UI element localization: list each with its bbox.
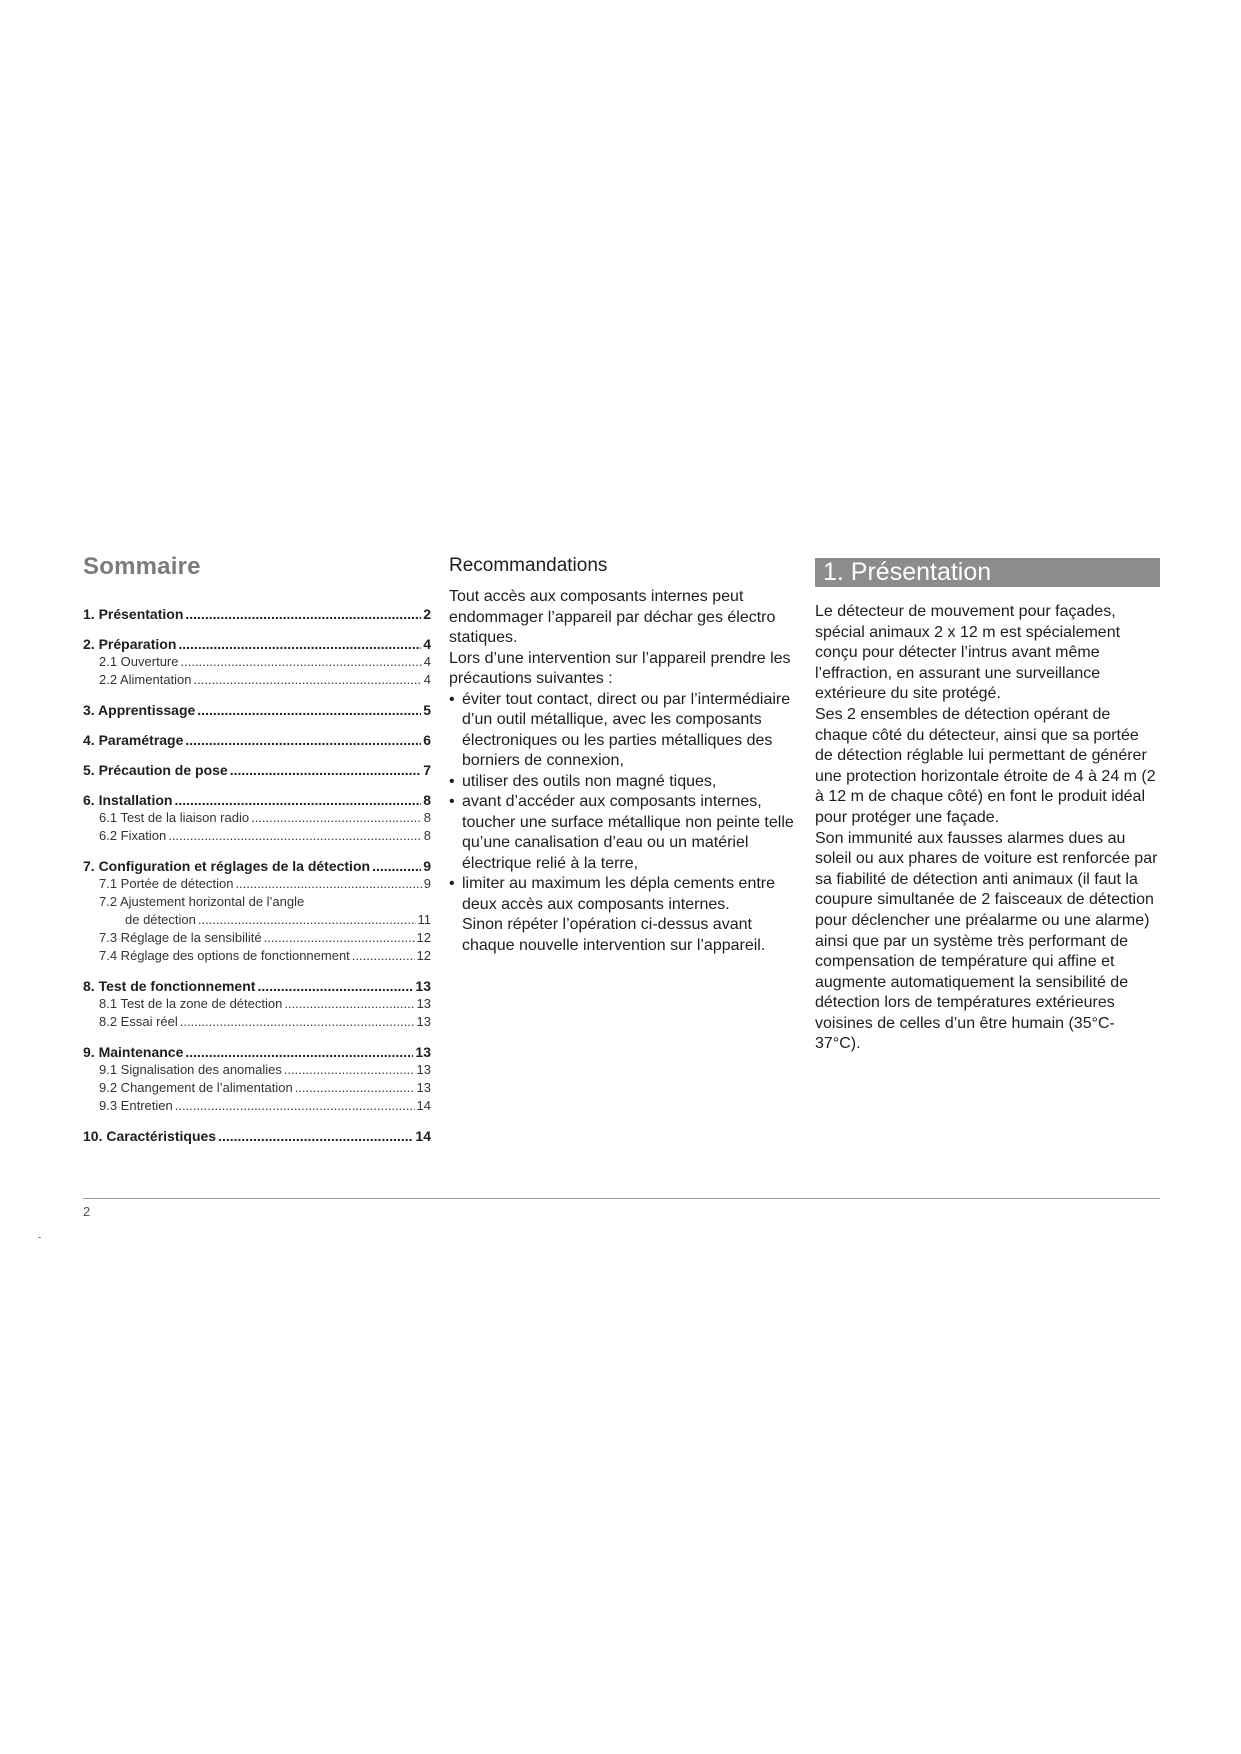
toc-subentry (83, 1097, 431, 1115)
toc-entry-label: 3. Apprentissage (83, 702, 196, 718)
presentation-section (815, 558, 1160, 1055)
toc-leader-dots (372, 857, 421, 875)
toc-leader-dots (185, 1043, 413, 1061)
toc-leader-dots (352, 947, 415, 965)
toc-entry-page: 8 (423, 828, 431, 843)
presentation-paragraph-1: Le détecteur de mouvement pour façades, spécial animaux 2 x 12 m est spécialement conçu pour détecter l’intrus avant même l’effraction, en assurant une surveillance extérieure du site protégé. (815, 603, 1121, 703)
toc-entry-label: 1. Présentation (83, 606, 184, 622)
toc-entry-label: 9.2 Changement de l’alimentation (99, 1080, 293, 1095)
toc-section (83, 761, 431, 779)
toc-subentry (83, 995, 431, 1013)
toc-subentry (83, 827, 431, 845)
toc-leader-dots (178, 635, 421, 653)
toc-leader-dots (198, 911, 416, 929)
presentation-heading: 1. Présentation (815, 558, 1160, 587)
precautions-list (449, 690, 807, 916)
toc-section (83, 1043, 431, 1115)
toc-section (83, 731, 431, 749)
toc-entry-label: 7. Configuration et réglages de la détection (83, 858, 371, 874)
toc-section (83, 701, 431, 719)
toc-entry-page: 14 (416, 1098, 431, 1113)
toc-leader-dots (194, 671, 422, 689)
toc-entry-label: 6.1 Test de la liaison radio (99, 810, 250, 825)
toc-entry-label: 2.1 Ouverture (99, 654, 179, 669)
toc-entry-page: 13 (415, 1044, 431, 1060)
toc-entry-page: 9 (423, 858, 431, 874)
toc-subentry (83, 653, 431, 671)
toc-subentry (83, 875, 431, 893)
toc-leader-dots (181, 653, 422, 671)
toc-entry-page: 11 (417, 912, 431, 927)
toc-entry-label: 2.2 Alimentation (99, 672, 192, 687)
toc-entry-page: 4 (423, 672, 431, 687)
toc-entry-label: 8. Test de fonctionnement (83, 978, 256, 994)
toc-entry-page: 8 (423, 792, 431, 808)
toc-entry-label: 5. Précaution de pose (83, 762, 228, 778)
toc-entry-label: 9.1 Signalisation des anomalies (99, 1062, 282, 1077)
margin-mark (38, 1237, 41, 1238)
toc-entry (83, 635, 431, 653)
toc-entry (83, 605, 431, 623)
toc-entry-label: 7.4 Réglage des options de fonctionnement (99, 948, 350, 963)
toc-leader-dots (257, 977, 413, 995)
toc-section (83, 791, 431, 845)
toc-entry-page: 6 (423, 732, 431, 748)
recommendations-intro-2: Lors d’une intervention sur l’appareil prendre les précautions suivantes : (449, 649, 791, 687)
toc-leader-dots (168, 827, 422, 845)
toc-entry-page: 12 (416, 948, 431, 963)
toc-entry-label: 8.2 Essai réel (99, 1014, 178, 1029)
toc-section (83, 1127, 431, 1145)
toc-entry-page: 9 (423, 876, 431, 891)
toc-subentry (83, 1079, 431, 1097)
toc-entry-label: de détection (125, 912, 196, 927)
toc-entry (83, 977, 431, 995)
toc-entry-page: 7 (423, 762, 431, 778)
toc-entry-label: 6.2 Fixation (99, 828, 167, 843)
toc-entry-label: 7.3 Réglage de la sensibilité (99, 930, 262, 945)
toc-subentry (83, 911, 431, 929)
table-of-contents (83, 553, 431, 1157)
toc-section (83, 635, 431, 689)
toc-leader-dots (235, 875, 421, 893)
toc-leader-dots (175, 1097, 415, 1115)
toc-entry-label: 4. Paramétrage (83, 732, 184, 748)
toc-entry-page: 13 (415, 978, 431, 994)
toc-entry (83, 791, 431, 809)
toc-leader-dots (197, 701, 421, 719)
toc-entry (83, 1127, 431, 1145)
page-number: 2 (83, 1204, 91, 1219)
toc-entry-label: 6. Installation (83, 792, 173, 808)
toc-entry-page: 14 (415, 1128, 431, 1144)
toc-subentry (83, 1061, 431, 1079)
toc-entry-page: 4 (423, 654, 431, 669)
recommendations-closing: Sinon répéter l’opération ci-dessus avant chaque nouvelle intervention sur l’appareil. (462, 916, 766, 954)
toc-leader-dots (174, 791, 421, 809)
toc-leader-dots (264, 929, 415, 947)
toc-title: Sommaire (83, 553, 201, 580)
toc-entry-label: 10. Caractéristiques (83, 1128, 217, 1144)
toc-entry (83, 1043, 431, 1061)
toc-entry (83, 701, 431, 719)
toc-entry-page: 8 (423, 810, 431, 825)
toc-subentry (83, 671, 431, 689)
toc-entry-label: 9. Maintenance (83, 1044, 184, 1060)
recommendations-intro-1: Tout accès aux composants internes peut endommager l’appareil par déchar ges électro statiques. (449, 588, 776, 646)
toc-leader-dots (251, 809, 422, 827)
toc-leader-dots (185, 605, 421, 623)
toc-leader-dots (180, 1013, 415, 1031)
toc-entry-label: 9.3 Entretien (99, 1098, 173, 1113)
list-item: • éviter tout contact, direct ou par l’intermédiaire d’un outil métallique, avec les composants électroniques ou les parties métalliques des borniers de connexion, (449, 690, 807, 772)
toc-section (83, 605, 431, 623)
presentation-paragraph-2: Ses 2 ensembles de détection opérant de chaque côté du détecteur, ainsi que sa portée de détection réglable lui permettant de générer une protection horizontale étroite de 4 à 24 m (2 à 12 m de chaque côté) en font le produit idéal pour protéger une façade. (815, 705, 1156, 826)
toc-entry (83, 761, 431, 779)
toc-entry-page: 13 (416, 1080, 431, 1095)
toc-entry-label: 7.2 Ajustement horizontal de l’angle (99, 894, 305, 909)
toc-section (83, 857, 431, 965)
toc-entry-label: 8.1 Test de la zone de détection (99, 996, 283, 1011)
toc-entry-page: 13 (416, 1062, 431, 1077)
toc-entry-label: 2. Préparation (83, 636, 177, 652)
footer-divider (83, 1198, 1160, 1199)
toc-list (83, 605, 431, 1145)
toc-subentry (83, 1013, 431, 1031)
toc-entry-page: 12 (416, 930, 431, 945)
toc-section (83, 977, 431, 1031)
toc-entry-label: 7.1 Portée de détection (99, 876, 234, 891)
toc-subentry (83, 809, 431, 827)
toc-subentry (83, 929, 431, 947)
toc-leader-dots (284, 1061, 415, 1079)
toc-leader-dots (295, 1079, 415, 1097)
toc-leader-dots (284, 995, 414, 1013)
presentation-paragraph-3: Son immunité aux fausses alarmes dues au soleil ou aux phares de voiture est renforcée par sa fiabilité de détection anti animaux (il faut la coupure simultanée de 2 faisceaux de détection pour déclencher une préalarme ou une alarme) ainsi que par un système très performant de compensation de température qui affine et augmente automatiquement la sensibilité de détection lors de températures extérieures voisines de celles d’un être humain (35°C- 37°C). (815, 829, 1158, 1053)
list-item: • avant d’accéder aux composants internes, toucher une surface métallique non peinte telle qu’une canalisation d’eau ou un matériel électrique relié à la terre, (449, 792, 807, 874)
toc-entry (83, 731, 431, 749)
toc-entry (83, 857, 431, 875)
toc-subentry (83, 947, 431, 965)
list-item: • utiliser des outils non magné tiques, (449, 772, 807, 793)
toc-leader-dots (218, 1127, 413, 1145)
toc-leader-dots (230, 761, 421, 779)
toc-entry-page: 13 (416, 996, 431, 1011)
recommendations-title: Recommandations (449, 555, 608, 576)
toc-entry-page: 5 (423, 702, 431, 718)
toc-entry-page: 13 (416, 1014, 431, 1029)
toc-leader-dots (185, 731, 421, 749)
toc-entry-page: 2 (423, 606, 431, 622)
toc-subentry (83, 893, 431, 911)
toc-entry-page: 4 (423, 636, 431, 652)
list-item: • limiter au maximum les dépla cements entre deux accès aux composants internes. (449, 874, 807, 915)
recommendations-section (449, 555, 807, 956)
